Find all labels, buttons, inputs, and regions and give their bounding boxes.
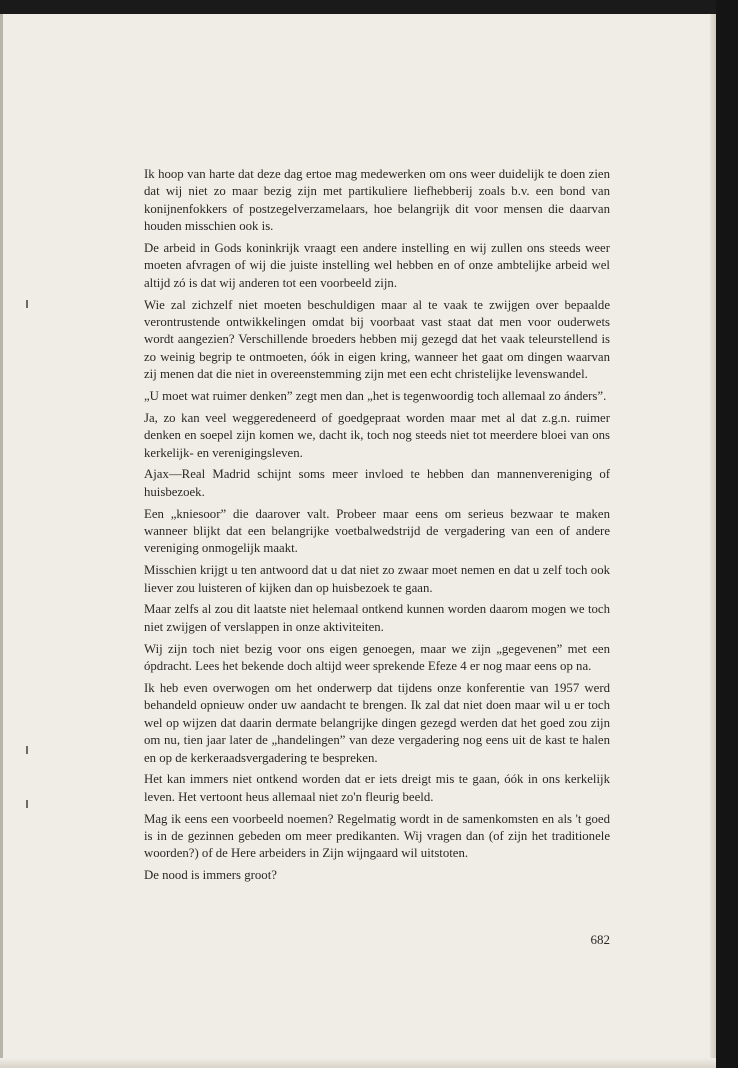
- page-bottom-shadow: [0, 1058, 716, 1068]
- binding-hole-mark: [26, 300, 28, 308]
- binding-hole-mark: [26, 746, 28, 754]
- paragraph: Maar zelfs al zou dit laatste niet helemaal ontkend kunnen worden daarom mogen we toch niet zwijgen of verslappen in onze aktiviteiten.: [144, 602, 610, 634]
- page-right-margin-shadow: [710, 14, 716, 1068]
- paragraph: Misschien krijgt u ten antwoord dat u dat niet zo zwaar moet nemen en dat u zelf toch ook liever zou luisteren of kijken dan op huisbezoek te gaan.: [144, 563, 610, 595]
- paragraph: De arbeid in Gods koninkrijk vraagt een andere instelling en wij zullen ons steeds weer moeten afvragen of wij die juiste instelling wel hebben en of onze ambtelijke arbeid wel altijd zó is dat wij anderen tot een voorbeeld zijn.: [144, 241, 610, 290]
- paragraph: Wie zal zichzelf niet moeten beschuldigen maar al te vaak te zwijgen over bepaalde verontrustende ontwikkelingen omdat bij voorbaat vast staat dat men voor ouderwets wordt aangezien? Verschillende broeders hebben mij gezegd dat het vaak teleurstellend is zo weinig begrip te ontmoeten, óók in eigen kring, wanneer het gaat om dingen waarvan zij menen dat die niet in overeenstemming zijn met een echt christelijke levenswandel.: [144, 297, 610, 382]
- binding-hole-mark: [26, 800, 28, 808]
- paragraph: Mag ik eens een voorbeeld noemen? Regelmatig wordt in de samenkomsten en als 't goed is in de gezinnen gebeden om meer predikanten. Wij vragen dan (of zijn het traditionele woorden?) of de Here arbeiders in Zijn wijngaard wil uitstoten.: [144, 811, 610, 861]
- body-text: [144, 166, 610, 889]
- paragraph: Wij zijn toch niet bezig voor ons eigen genoegen, maar we zijn „gegevenen” met een ópdracht. Lees het bekende doch altijd weer sprekende Efeze 4 er nog maar eens op na.: [144, 641, 610, 674]
- paragraph: Ik hoop van harte dat deze dag ertoe mag medewerken om ons weer duidelijk te doen zien dat wij niet zo maar bezig zijn met partikuliere liefhebberij zoals b.v. een bond van konijnenfokkers of postzegelverzamelaars, hoe belangrijk dit voor mensen die daarvan houden misschien ook is.: [144, 167, 610, 234]
- paragraph: Ja, zo kan veel weggeredeneerd of goedgepraat worden maar met al dat z.g.n. ruimer denken en soepel zijn komen we, dacht ik, toch nog steeds niet tot meerdere bloei van ons kerkelijk- en verenigingsleven.: [144, 410, 610, 460]
- paragraph: De nood is immers groot?: [144, 868, 277, 883]
- page-left-edge: [0, 14, 3, 1068]
- paragraph: Het kan immers niet ontkend worden dat er iets dreigt mis te gaan, óók in ons kerkelijk leven. Het vertoont heus allemaal niet zo'n fleurig beeld.: [144, 772, 610, 804]
- scan-right-border: [716, 0, 738, 1068]
- scan-top-border: [0, 0, 728, 14]
- paragraph: „U moet wat ruimer denken” zegt men dan „het is tegenwoordig toch allemaal zo ánders”.: [144, 389, 607, 404]
- paragraph: Ajax—Real Madrid schijnt soms meer invloed te hebben dan mannenvereniging of huisbezoek.: [144, 467, 610, 499]
- paragraph: Ik heb even overwogen om het onderwerp dat tijdens onze konferentie van 1957 werd behandeld opnieuw onder uw aandacht te brengen. Ik zal dat niet doen maar wil u er toch wel op wijzen dat daarin dermate belangrijke dingen gezegd werden dat het goed zou zijn om nu, tien jaar later de „handelingen” van deze vergadering nog eens uit de kast te halen en op de kerkeraadsvergadering te bespreken.: [144, 680, 610, 765]
- page-number: 682: [590, 932, 610, 947]
- paragraph: Een „kniesoor” die daarover valt. Probeer maar eens om serieus bezwaar te maken wanneer blijkt dat een belangrijke voetbalwedstrijd de vergadering van een of andere vereniging onmogelijk maakt.: [144, 506, 610, 556]
